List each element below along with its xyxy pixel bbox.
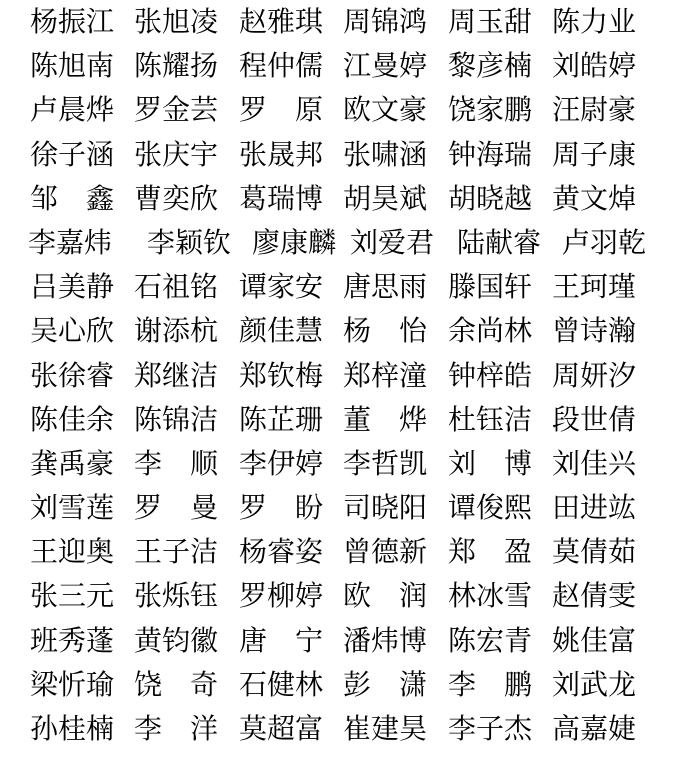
student-name: 谭俊熙 <box>448 491 533 525</box>
name-row <box>30 663 659 707</box>
name-row <box>30 442 659 486</box>
student-name: 陈佳余 <box>30 402 115 436</box>
student-name: 欧 润 <box>343 579 428 613</box>
student-name: 罗柳婷 <box>239 579 324 613</box>
name-row <box>30 88 659 132</box>
student-name: 周玉甜 <box>448 5 533 38</box>
student-name: 班秀蓬 <box>30 623 115 657</box>
student-name: 饶家鹏 <box>448 93 533 127</box>
name-row <box>30 44 659 88</box>
student-name: 谢添杭 <box>134 314 219 348</box>
student-name: 杜钰洁 <box>448 402 533 436</box>
name-row <box>30 530 659 574</box>
student-name: 曹奕欣 <box>134 181 219 215</box>
student-name: 彭 潇 <box>343 667 428 701</box>
student-name: 邹 鑫 <box>30 181 115 215</box>
student-name: 江曼婷 <box>343 49 428 83</box>
student-name: 郑继洁 <box>134 358 219 392</box>
student-name: 刘爱君 <box>350 225 435 259</box>
student-name: 梁忻瑜 <box>30 667 115 701</box>
student-name: 张晟邦 <box>239 137 324 171</box>
student-name: 刘武龙 <box>552 667 637 701</box>
student-name: 张烁钰 <box>134 579 219 613</box>
student-name: 曾诗瀚 <box>552 314 637 348</box>
name-row <box>30 398 659 442</box>
student-name: 葛瑞博 <box>239 181 324 215</box>
student-name: 张庆宇 <box>134 137 219 171</box>
name-row <box>30 486 659 530</box>
student-name: 杨 怡 <box>343 314 428 348</box>
student-name: 莫超富 <box>239 712 324 745</box>
student-name: 李颖钦 <box>147 225 232 259</box>
student-name: 唐 宁 <box>239 623 324 657</box>
student-name: 田进竑 <box>552 491 637 525</box>
name-row <box>30 574 659 618</box>
student-name: 罗 原 <box>239 93 324 127</box>
student-name: 林冰雪 <box>448 579 533 613</box>
student-name: 颜佳慧 <box>239 314 324 348</box>
student-name: 钟海瑞 <box>448 137 533 171</box>
student-name: 段世倩 <box>552 402 637 436</box>
student-name: 卢羽乾 <box>562 225 647 259</box>
student-name: 李 顺 <box>134 446 219 480</box>
student-name: 郑 盈 <box>448 535 533 569</box>
student-name: 陈力业 <box>552 5 637 38</box>
student-name: 刘佳兴 <box>552 446 637 480</box>
student-name: 石健林 <box>239 667 324 701</box>
name-row <box>30 133 659 177</box>
student-name: 赵倩雯 <box>552 579 637 613</box>
student-name: 陆献睿 <box>457 225 542 259</box>
student-name: 吴心欣 <box>30 314 115 348</box>
student-name: 李嘉炜 <box>28 225 113 259</box>
student-name: 石祖铭 <box>134 270 219 304</box>
student-name: 陈锦洁 <box>134 402 219 436</box>
student-name: 程仲儒 <box>239 49 324 83</box>
student-name: 赵雅琪 <box>239 5 324 38</box>
student-name: 钟梓皓 <box>448 358 533 392</box>
student-name: 陈旭南 <box>30 49 115 83</box>
student-name: 潘炜博 <box>343 623 428 657</box>
student-name: 滕国轩 <box>448 270 533 304</box>
student-name: 孙桂楠 <box>30 712 115 745</box>
student-name: 徐子涵 <box>30 137 115 171</box>
student-name: 罗 曼 <box>134 491 219 525</box>
student-name: 刘 博 <box>448 446 533 480</box>
name-row <box>30 309 659 353</box>
student-name: 罗 盼 <box>239 491 324 525</box>
name-row <box>30 619 659 663</box>
student-name: 张啸涵 <box>343 137 428 171</box>
student-name: 卢晨烨 <box>30 93 115 127</box>
student-name: 胡昊斌 <box>343 181 428 215</box>
student-name: 黄文焯 <box>552 181 637 215</box>
student-name: 杨振江 <box>30 5 115 38</box>
name-row <box>30 0 659 44</box>
student-name: 谭家安 <box>239 270 324 304</box>
name-row <box>30 221 659 265</box>
student-name: 姚佳富 <box>552 623 637 657</box>
student-name: 司晓阳 <box>343 491 428 525</box>
student-name: 欧文豪 <box>343 93 428 127</box>
student-name: 王珂瑾 <box>552 270 637 304</box>
student-name: 廖康麟 <box>252 225 337 259</box>
student-name: 李 鹏 <box>448 667 533 701</box>
student-name: 王子洁 <box>134 535 219 569</box>
student-name: 胡晓越 <box>448 181 533 215</box>
name-row <box>30 177 659 221</box>
student-name: 刘雪莲 <box>30 491 115 525</box>
student-name: 龚禹豪 <box>30 446 115 480</box>
student-name: 李 洋 <box>134 712 219 745</box>
student-name: 周子康 <box>552 137 637 171</box>
student-name: 周妍汐 <box>552 358 637 392</box>
student-name: 刘皓婷 <box>552 49 637 83</box>
name-row <box>30 354 659 398</box>
student-name: 李子杰 <box>448 712 533 745</box>
student-name: 张旭凌 <box>134 5 219 38</box>
student-name: 李伊婷 <box>239 446 324 480</box>
student-name: 曾德新 <box>343 535 428 569</box>
student-name: 周锦鸿 <box>343 5 428 38</box>
student-name: 郑钦梅 <box>239 358 324 392</box>
student-name: 郑梓潼 <box>343 358 428 392</box>
student-name: 莫倩茹 <box>552 535 637 569</box>
student-name: 余尚林 <box>448 314 533 348</box>
student-name: 杨睿姿 <box>239 535 324 569</box>
student-name: 张三元 <box>30 579 115 613</box>
student-name: 吕美静 <box>30 270 115 304</box>
student-name: 李哲凯 <box>343 446 428 480</box>
name-row <box>30 707 659 751</box>
student-name: 黎彦楠 <box>448 49 533 83</box>
student-name: 王迎奥 <box>30 535 115 569</box>
student-name: 黄钧徽 <box>134 623 219 657</box>
student-name: 崔建昊 <box>343 712 428 745</box>
name-row <box>30 265 659 309</box>
student-name: 高嘉婕 <box>552 712 637 745</box>
student-name: 唐思雨 <box>343 270 428 304</box>
student-name: 张徐睿 <box>30 358 115 392</box>
student-name: 陈芷珊 <box>239 402 324 436</box>
student-name: 陈宏青 <box>448 623 533 657</box>
student-name: 汪尉豪 <box>552 93 637 127</box>
student-name: 陈耀扬 <box>134 49 219 83</box>
student-name: 罗金芸 <box>134 93 219 127</box>
student-name: 饶 奇 <box>134 667 219 701</box>
student-name: 董 烨 <box>343 402 428 436</box>
